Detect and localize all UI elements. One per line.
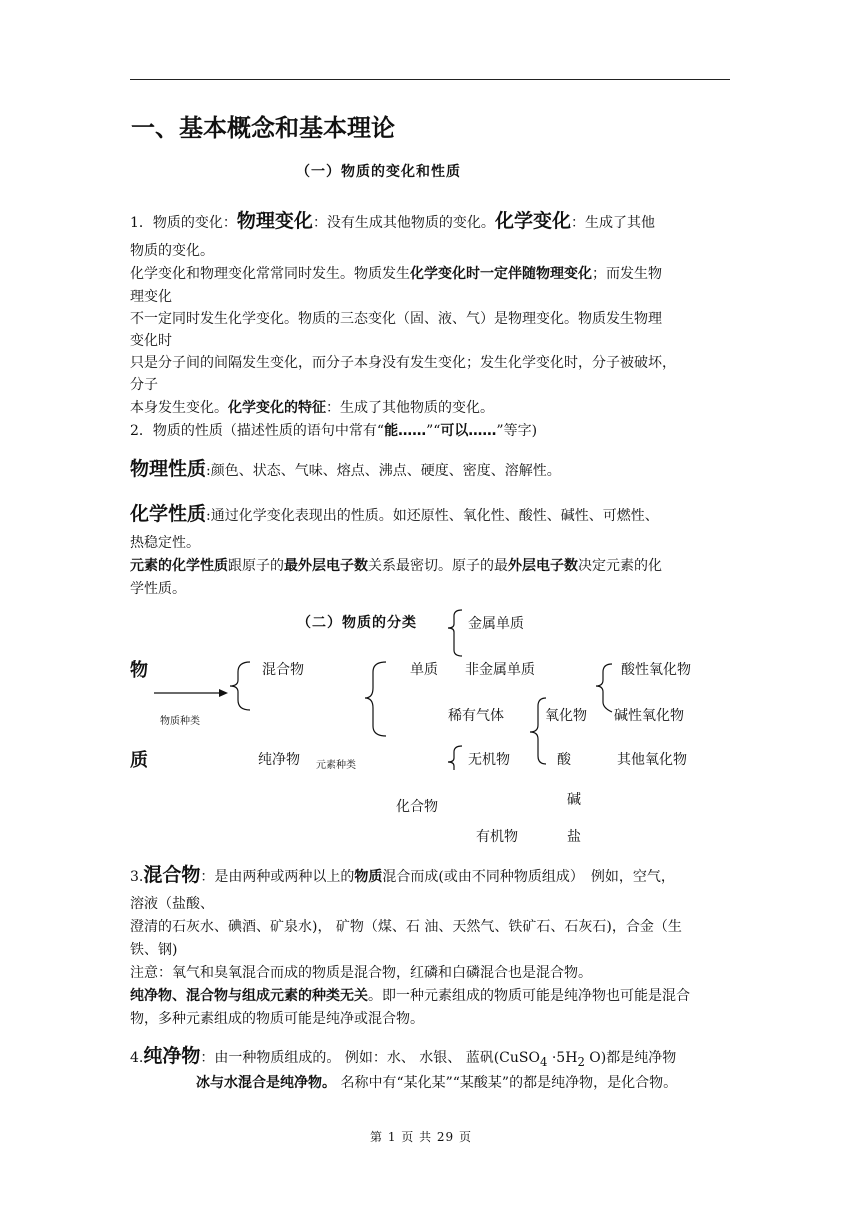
node-basic-oxide: 碱性氧化物 [614,708,684,724]
label-zhi: 质 [130,750,148,771]
page-heading: 一、基本概念和基本理论 [131,114,395,142]
node-organic: 有机物 [476,829,518,845]
para-text: 不一定同时发生化学变化。物质的三态变化（固、液、气）是物理变化。物质发生物理 [130,311,662,327]
node-base: 碱 [567,792,581,808]
para-text: 纯净物、混合物与组成元素的种类无关。即一种元素组成的物质可能是纯净物也可能是混合 [130,988,690,1004]
para-text: 分子 [130,377,158,393]
para-text: 冰与水混合是纯净物。 名称中有“某化某”“某酸某”的都是纯净物，是化合物。 [196,1075,678,1091]
para-text: 变化时 [130,333,172,349]
section-title-2: （二）物质的分类 [297,615,417,631]
node-salt: 盐 [567,829,581,845]
node-compound: 化合物 [396,799,438,815]
label-matter-type: 物质种类 [160,716,200,727]
term-physical-change: 物理变化 [236,210,313,232]
para-text: 化学变化和物理变化常常同时发生。物质发生化学变化时一定伴随物理变化；而发生物 [130,266,662,282]
para-mixture: 3.混合物：是由两种或两种以上的物质混合而成(或由不同种物质组成） 例如，空气， [130,864,675,886]
node-other-oxide: 其他氧化物 [617,752,687,768]
para-pure: 4.纯净物：由一种物质组成的。 例如：水、 水银、 蓝矾(CuSO$_4$ $\cdot 5H_2$ O)都是纯净物 [130,1045,677,1069]
para-changes: 1．物质的变化：物理变化：没有生成其他物质的变化。化学变化：生成了其他 [130,210,655,232]
label-wu: 物 [130,660,148,681]
term-chemical-change: 化学变化 [494,210,571,232]
para-text: 澄清的石灰水、碘酒、矿泉水)， 矿物（煤、石 油、天然气、铁矿石、石灰石)，合金（生 [130,919,682,935]
node-pure-substance: 纯净物 [258,752,300,768]
node-inorganic: 无机物 [468,752,510,768]
para-text: 本身发生变化。化学变化的特征：生成了其他物质的变化。 [130,400,494,416]
node-oxide: 氧化物 [545,708,587,724]
node-acidic-oxide: 酸性氧化物 [621,662,691,678]
node-metal: 金属单质 [468,616,524,632]
node-element-substance: 单质 [410,662,438,678]
node-acid: 酸 [557,752,571,768]
para-text: 物质的变化。 [130,243,214,259]
para-text: 物，多种元素组成的物质可能是纯净或混合物。 [130,1011,424,1027]
para-text: 注意：氧气和臭氧混合而成的物质是混合物，红磷和白磷混合也是混合物。 [130,965,592,981]
node-mixture: 混合物 [262,662,304,678]
para-text: 理变化 [130,289,172,305]
para-properties: 2．物质的性质（描述性质的语句中常有“能……”“可以……”等字) [130,423,538,439]
node-nonmetal: 非金属单质 [465,662,535,678]
physical-property-line: 物理性质:颜色、状态、气味、熔点、沸点、硬度、密度、溶解性。 [130,458,561,480]
element-property-line: 元素的化学性质跟原子的最外层电子数关系最密切。原子的最外层电子数决定元素的化 [130,558,662,574]
page-footer: 第 1 页 共 29 页 [370,1130,472,1144]
para-text: 只是分子间的间隔发生变化，而分子本身没有发生变化；发生化学变化时，分子被破坏， [130,355,676,371]
para-text: 铁、钢) [130,942,178,958]
para-text: 溶液（盐酸、 [130,896,214,912]
para-text: 学性质。 [130,581,186,597]
para-text: 热稳定性。 [130,535,200,551]
chemical-property-line: 化学性质:通过化学变化表现出的性质。如还原性、氧化性、酸性、碱性、可燃性、 [130,503,659,525]
node-noble-gas: 稀有气体 [448,708,504,724]
section-title-1: （一）物质的变化和性质 [296,164,461,180]
label-element-type: 元素种类 [316,760,356,771]
